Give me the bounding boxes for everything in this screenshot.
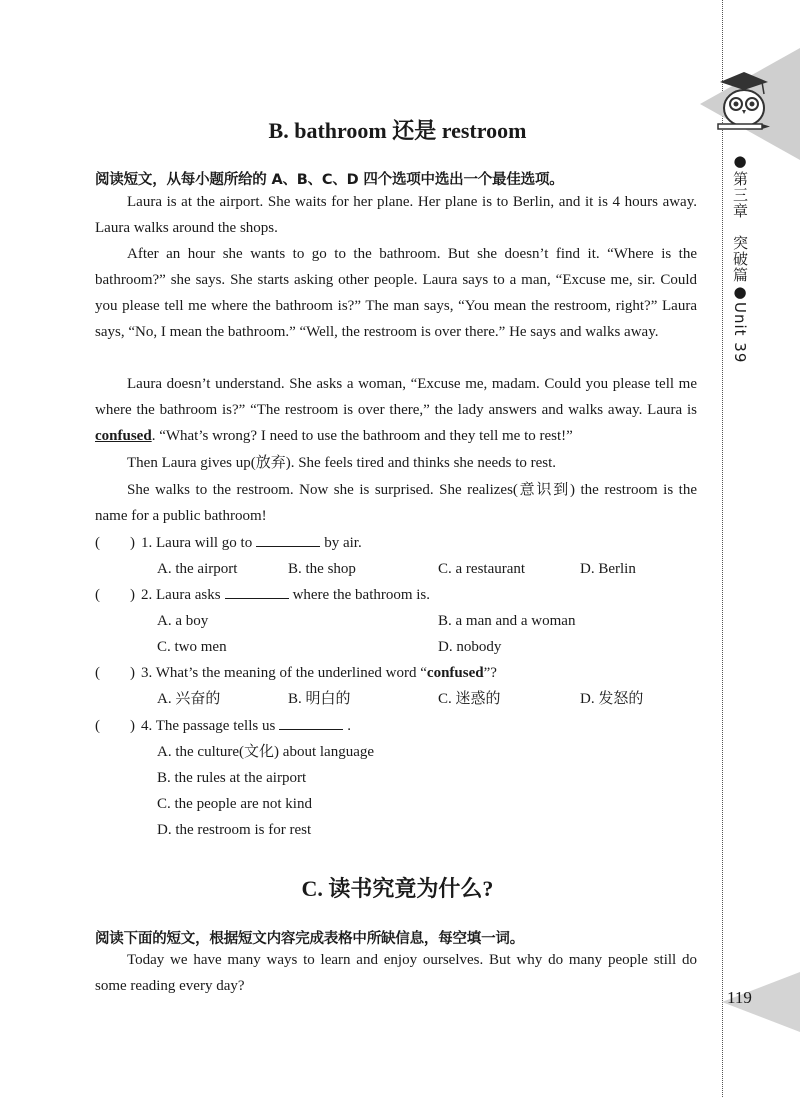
- passage-paragraph-3: Laura doesn’t understand. She asks a woman, “Excuse me, madam. Could you please tell me where the bathroom is?” “The restroom is over there,” the lady answers and walks away. Laura is confused. “What’s wrong? I need to use the bathroom and they tell me to rest!”: [95, 376, 697, 444]
- question-3: ( ) 3. What’s the meaning of the underlined word “confused”?: [95, 660, 497, 686]
- q3-option-d[interactable]: D. 发怒的: [580, 691, 644, 707]
- question-2: ( ) 2. Laura asks where the bathroom is.: [95, 582, 430, 608]
- q4-option-a[interactable]: A. the culture(文化) about language: [157, 744, 375, 760]
- answer-bracket[interactable]: ( ): [95, 535, 135, 551]
- passage-paragraph-4: Then Laura gives up(放弃). She feels tired and thinks she needs to rest.: [127, 455, 557, 471]
- passage-paragraph-2: After an hour she wants to go to the bathroom. But she doesn’t find it. “Where is the bathroom?” she says. She starts asking other people. Laura says to a man, “Excuse me, sir. Could you please tell me where the bathroom is?” The man says, “You mean the restroom, right?” Laura says, “No, I mean the bathroom.” “Well, the restroom is over there.” He says and walks away.: [95, 246, 697, 340]
- q2-option-c[interactable]: C. two men: [157, 639, 227, 655]
- passage-paragraph-5: She walks to the restroom. Now she is surprised. She realizes(意识到) the restroom is the name for a public bathroom!: [95, 482, 697, 524]
- q4-option-c[interactable]: C. the people are not kind: [157, 796, 312, 812]
- answer-blank: [225, 584, 289, 599]
- answer-blank: [256, 532, 320, 547]
- section-b-instruction: 阅读短文，从每小题所给的 A、B、C、D 四个选项中选出一个最佳选项。: [95, 172, 564, 188]
- q4-option-b[interactable]: B. the rules at the airport: [157, 770, 307, 786]
- q1-option-c[interactable]: C. a restaurant: [438, 561, 526, 577]
- margin-dotted-line: [722, 0, 723, 1097]
- section-c-title: C. 读书究竟为什么?: [301, 876, 494, 901]
- underlined-word: confused: [95, 428, 152, 444]
- answer-bracket[interactable]: ( ): [95, 665, 135, 681]
- q3-option-a[interactable]: A. 兴奋的: [157, 691, 221, 707]
- q1-option-a[interactable]: A. the airport: [157, 561, 238, 577]
- q1-option-b[interactable]: B. the shop: [288, 561, 356, 577]
- q2-option-b[interactable]: B. a man and a woman: [438, 613, 576, 629]
- answer-bracket[interactable]: ( ): [95, 718, 135, 734]
- answer-blank: [279, 715, 343, 730]
- q2-option-a[interactable]: A. a boy: [157, 613, 209, 629]
- question-4: ( ) 4. The passage tells us .: [95, 713, 351, 739]
- answer-bracket[interactable]: ( ): [95, 587, 135, 603]
- section-c-instruction: 阅读下面的短文，根据短文内容完成表格中所缺信息，每空填一词。: [95, 931, 524, 947]
- q1-option-d[interactable]: D. Berlin: [580, 561, 636, 577]
- page-number: 119: [727, 988, 752, 1007]
- question-1: ( ) 1. Laura will go to by air.: [95, 530, 362, 556]
- chapter-side-label: ●第三章 突破篇●Unit 39: [731, 152, 749, 364]
- owl-mascot-icon: [712, 68, 776, 136]
- q2-option-d[interactable]: D. nobody: [438, 639, 502, 655]
- section-b-title: B. bathroom 还是 restroom: [268, 118, 527, 143]
- q4-option-d[interactable]: D. the restroom is for rest: [157, 822, 312, 838]
- passage-paragraph-1: Laura is at the airport. She waits for her plane. Her plane is to Berlin, and it is 4 hours away. Laura walks around the shops.: [95, 194, 697, 236]
- q3-option-b[interactable]: B. 明白的: [288, 691, 351, 707]
- q3-option-c[interactable]: C. 迷惑的: [438, 691, 501, 707]
- section-c-paragraph-1: Today we have many ways to learn and enjoy ourselves. But why do many people still do some reading every day?: [95, 952, 697, 994]
